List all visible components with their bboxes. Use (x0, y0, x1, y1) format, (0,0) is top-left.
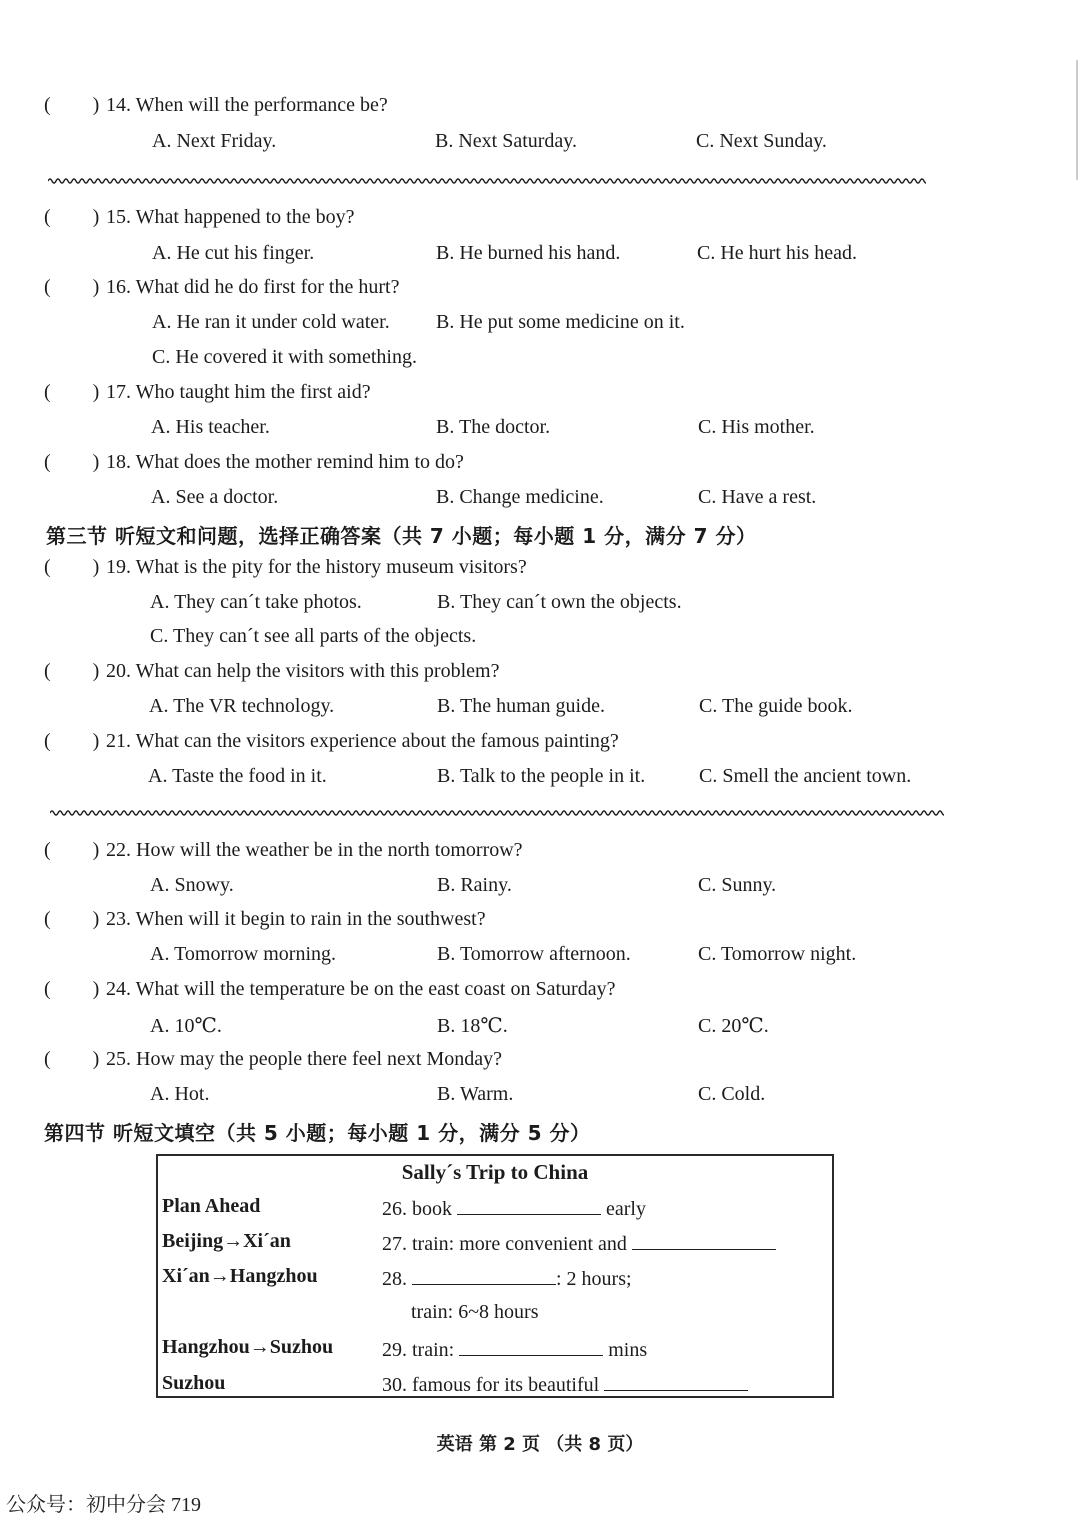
row-label: Suzhou (162, 1372, 226, 1394)
question-24: ( ) 24. What will the temperature be on the east coast on Saturday? (44, 978, 616, 1000)
option-c: C. 20℃. (698, 1015, 769, 1037)
option-b: B. They can´t own the objects. (437, 591, 682, 613)
answer-bracket[interactable]: ( ) (44, 451, 100, 473)
page-footer: 英语 第 2 页 （共 8 页） (436, 1434, 644, 1455)
blank-30[interactable] (604, 1372, 748, 1391)
option-a: A. He cut his finger. (152, 242, 315, 264)
option-a: A. Snowy. (150, 874, 234, 896)
option-c: C. Cold. (698, 1083, 766, 1105)
blank-27[interactable] (632, 1231, 776, 1250)
row-label: Hangzhou→Suzhou (162, 1336, 334, 1358)
option-c: C. He covered it with something. (152, 346, 417, 368)
question-18: ( ) 18. What does the mother remind him to do? (44, 451, 464, 473)
answer-bracket[interactable]: ( ) (44, 556, 100, 578)
option-c: C. He hurt his head. (697, 242, 857, 264)
option-c: C. Have a rest. (698, 486, 817, 508)
option-a: A. Next Friday. (152, 130, 277, 152)
question-16: ( ) 16. What did he do first for the hurt? (44, 276, 400, 298)
table-title: Sally´s Trip to China (401, 1160, 589, 1184)
option-a: A. They can´t take photos. (150, 591, 362, 613)
option-b: B. Change medicine. (436, 486, 604, 508)
question-15: ( ) 15. What happened to the boy? (44, 206, 355, 228)
option-a: A. Hot. (150, 1083, 210, 1105)
option-a: A. The VR technology. (149, 695, 335, 717)
answer-bracket[interactable]: ( ) (44, 276, 100, 298)
answer-bracket[interactable]: ( ) (44, 978, 100, 1000)
row-content: 28. : 2 hours; (382, 1268, 632, 1290)
wavy-divider (50, 808, 944, 818)
question-25: ( ) 25. How may the people there feel next Monday? (44, 1048, 502, 1070)
answer-bracket[interactable]: ( ) (44, 1048, 100, 1070)
option-a: A. His teacher. (151, 416, 270, 438)
row-content: 29. train: mins (382, 1339, 648, 1361)
question-22: ( ) 22. How will the weather be in the north tomorrow? (44, 839, 523, 861)
row-label: Beijing→Xi´an (162, 1230, 291, 1252)
answer-bracket[interactable]: ( ) (44, 381, 100, 403)
option-a: A. Tomorrow morning. (150, 943, 336, 965)
row-label: Plan Ahead (162, 1195, 261, 1217)
option-b: B. Warm. (437, 1083, 514, 1105)
option-b: B. Talk to the people in it. (437, 765, 646, 787)
option-c: C. They can´t see all parts of the objects. (150, 625, 477, 647)
option-b: B. 18℃. (437, 1015, 508, 1037)
answer-bracket[interactable]: ( ) (44, 94, 100, 116)
blank-28[interactable] (412, 1266, 556, 1285)
option-b: B. The doctor. (436, 416, 551, 438)
option-b: B. Next Saturday. (435, 130, 578, 152)
watermark: 公众号：初中分会 719 (6, 1494, 201, 1516)
row-content: 26. book early (382, 1198, 646, 1220)
option-a: A. He ran it under cold water. (152, 311, 390, 333)
question-21: ( ) 21. What can the visitors experience about the famous painting? (44, 730, 619, 752)
row-content: 30. famous for its beautiful (382, 1372, 748, 1397)
row-label: Xi´an→Hangzhou (162, 1265, 318, 1287)
option-a: A. See a doctor. (151, 486, 279, 508)
blank-26[interactable] (457, 1196, 601, 1215)
option-b: B. He burned his hand. (436, 242, 621, 264)
scan-edge-mark (1072, 60, 1080, 180)
option-b: B. Tomorrow afternoon. (437, 943, 631, 965)
option-c: C. His mother. (698, 416, 815, 438)
option-b: B. Rainy. (437, 874, 512, 896)
row-extra: train: 6~8 hours (411, 1301, 539, 1323)
answer-bracket[interactable]: ( ) (44, 839, 100, 861)
option-c: C. Sunny. (698, 874, 777, 896)
question-17: ( ) 17. Who taught him the first aid? (44, 381, 371, 403)
option-c: C. Tomorrow night. (698, 943, 857, 965)
wavy-divider (48, 176, 926, 186)
option-a: A. 10℃. (150, 1015, 222, 1037)
question-14: ( ) 14. When will the performance be? (44, 94, 388, 116)
option-c: C. Next Sunday. (696, 130, 827, 152)
row-content: 27. train: more convenient and (382, 1231, 776, 1256)
question-23: ( ) 23. When will it begin to rain in the southwest? (44, 908, 486, 930)
answer-bracket[interactable]: ( ) (44, 660, 100, 682)
section-4-heading: 第四节 听短文填空（共 5 小题；每小题 1 分，满分 5 分） (44, 1121, 591, 1145)
answer-bracket[interactable]: ( ) (44, 908, 100, 930)
option-c: C. Smell the ancient town. (699, 765, 912, 787)
answer-bracket[interactable]: ( ) (44, 206, 100, 228)
answer-bracket[interactable]: ( ) (44, 730, 100, 752)
option-b: B. He put some medicine on it. (436, 311, 685, 333)
trip-table (156, 1154, 834, 1398)
blank-29[interactable] (459, 1337, 603, 1356)
question-20: ( ) 20. What can help the visitors with this problem? (44, 660, 500, 682)
option-b: B. The human guide. (437, 695, 605, 717)
option-a: A. Taste the food in it. (148, 765, 327, 787)
section-3-heading: 第三节 听短文和问题，选择正确答案（共 7 小题；每小题 1 分，满分 7 分） (46, 524, 757, 548)
question-19: ( ) 19. What is the pity for the history museum visitors? (44, 556, 527, 578)
option-c: C. The guide book. (699, 695, 853, 717)
